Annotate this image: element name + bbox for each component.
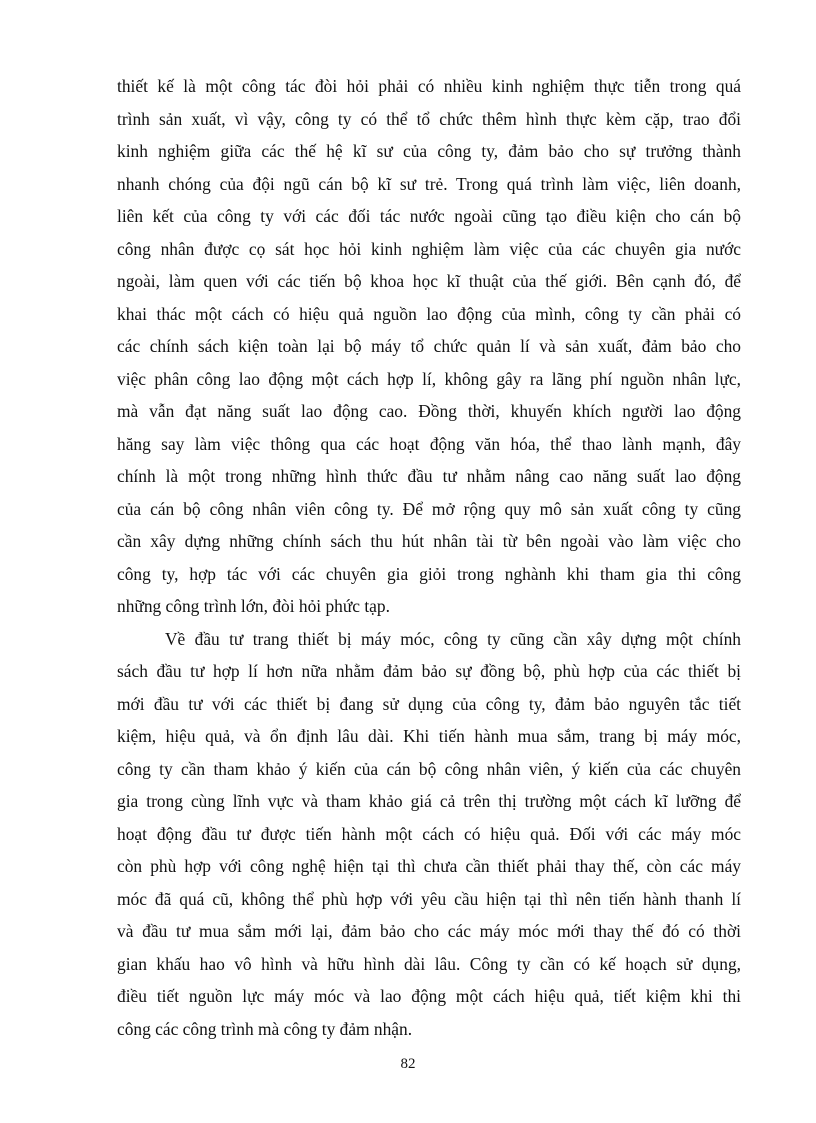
text-line: liên kết của công ty với các đối tác nước ngoài cũng tạo điều kiện cho cán bộ [117, 206, 741, 226]
text-line: sách đầu tư hợp lí hơn nữa nhằm đảm bảo sự đồng bộ, phù hợp của các thiết bị [117, 661, 741, 681]
text-line: mà vẫn đạt năng suất lao động cao. Đồng thời, khuyến khích người lao động [117, 401, 741, 421]
text-line: Về đầu tư trang thiết bị máy móc, công ty cũng cần xây dựng một chính [165, 628, 741, 649]
text-line: còn phù hợp với công nghệ hiện tại thì chưa cần thiết phải thay thế, còn các máy [117, 856, 741, 876]
body-text [117, 70, 741, 1045]
text-line: chính là một trong những hình thức đầu tư nhằm nâng cao năng suất lao động [117, 466, 741, 486]
text-line: hoạt động đầu tư được tiến hành một cách có hiệu quả. Đối với các máy móc [117, 823, 741, 844]
text-line: gia trong cùng lĩnh vực và tham khảo giá cả trên thị trường một cách kĩ lưỡng để [117, 791, 741, 811]
text-line: công ty, hợp tác với các chuyên gia giỏi trong nghành khi tham gia thi công [117, 563, 741, 584]
text-line: công nhân được cọ sát học hỏi kinh nghiệm làm việc của các chuyên gia nước [117, 238, 741, 259]
text-line: của cán bộ công nhân viên công ty. Để mở rộng quy mô sản xuất công ty cũng [117, 498, 741, 519]
text-line: ngoài, làm quen với các tiến bộ khoa học kĩ thuật của thế giới. Bên cạnh đó, để [117, 271, 741, 291]
text-line: gian khấu hao vô hình và hữu hình dài lâu. Công ty cần có kế hoạch sử dụng, [117, 953, 741, 974]
text-line: công ty cần tham khảo ý kiến của cán bộ công nhân viên, ý kiến của các chuyên [117, 758, 741, 779]
text-line: mới đầu tư với các thiết bị đang sử dụng của công ty, đảm bảo nguyên tắc tiết [117, 693, 741, 714]
text-line: các chính sách kiện toàn lại bộ máy tổ chức quản lí và sản xuất, đảm bảo cho [117, 336, 741, 356]
text-line: thiết kế là một công tác đòi hỏi phải có nhiều kinh nghiệm thực tiễn trong quá [117, 76, 741, 96]
text-line: những công trình lớn, đòi hỏi phức tạp. [117, 596, 390, 616]
paragraph-2 [117, 623, 741, 1046]
text-line: trình sản xuất, vì vậy, công ty có thể tổ chức thêm hình thực kèm cặp, trao đổi [117, 108, 741, 129]
text-line: điều tiết nguồn lực máy móc và lao động một cách hiệu quả, tiết kiệm khi thi [117, 986, 741, 1006]
text-line: và đầu tư mua sắm mới lại, đảm bảo cho các máy móc mới thay thế đó có thời [117, 921, 741, 941]
text-line: cần xây dựng những chính sách thu hút nhân tài từ bên ngoài vào làm việc cho [117, 531, 741, 551]
text-line: nhanh chóng của đội ngũ cán bộ kĩ sư trẻ. Trong quá trình làm việc, liên doanh, [117, 173, 741, 194]
paragraph-1 [117, 70, 741, 623]
text-line: việc phân công lao động một cách hợp lí, không gây ra lãng phí nguồn nhân lực, [117, 368, 741, 389]
text-line: kinh nghiệm giữa các thế hệ kĩ sư của công ty, đảm bảo cho sự trưởng thành [117, 141, 741, 161]
text-line: hăng say làm việc thông qua các hoạt động văn hóa, thể thao lành mạnh, đây [117, 433, 741, 454]
page-number: 82 [400, 1056, 416, 1072]
text-line: móc đã quá cũ, không thể phù hợp với yêu cầu hiện tại thì nên tiến hành thanh lí [117, 888, 741, 909]
text-line: kiệm, hiệu quả, và ổn định lâu dài. Khi tiến hành mua sắm, trang bị máy móc, [117, 726, 741, 746]
text-line: công các công trình mà công ty đảm nhận. [117, 1018, 413, 1039]
text-line: khai thác một cách có hiệu quả nguồn lao động của mình, công ty cần phải có [117, 303, 741, 324]
